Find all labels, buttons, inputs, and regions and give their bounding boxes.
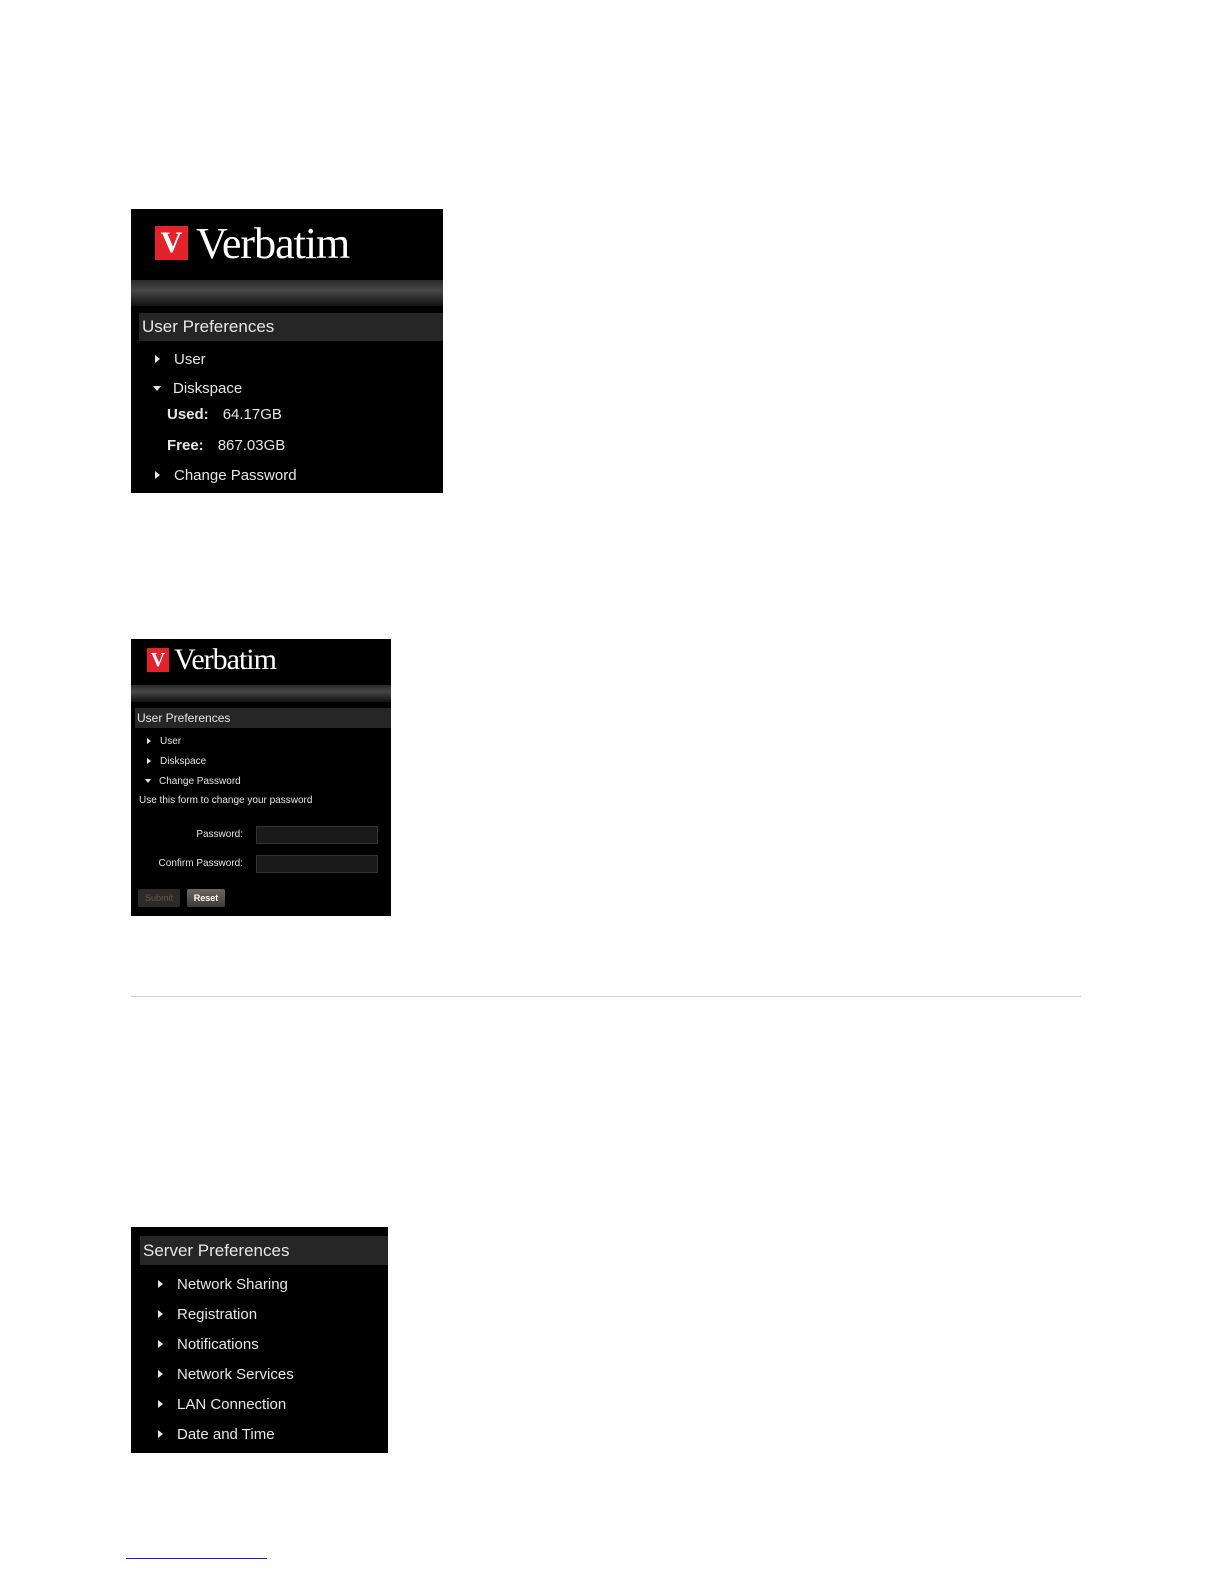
- menu-item-network-sharing[interactable]: [158, 1274, 288, 1294]
- header-logo: [131, 639, 391, 681]
- confirm-password-label: Confirm Password:: [158, 857, 243, 869]
- menu-item-network-services[interactable]: [158, 1364, 294, 1384]
- menu-item-change-password[interactable]: [155, 465, 297, 485]
- arrow-right-icon: [158, 1430, 163, 1438]
- menu-item-label: Network Sharing: [177, 1275, 288, 1293]
- used-row: [167, 404, 282, 424]
- free-value: 867.03GB: [217, 436, 286, 454]
- used-label: Used:: [167, 405, 209, 423]
- arrow-right-icon: [158, 1370, 163, 1378]
- menu-item-label: Registration: [177, 1305, 258, 1323]
- used-value: 64.17GB: [222, 405, 282, 423]
- menu-item-user[interactable]: [147, 734, 181, 748]
- menu-item-label: User: [174, 350, 206, 368]
- arrow-down-icon: [145, 779, 151, 783]
- section-title: User Preferences: [137, 711, 231, 725]
- submit-button[interactable]: Submit: [138, 889, 180, 907]
- arrow-right-icon: [147, 738, 151, 744]
- menu-item-date-and-time[interactable]: [158, 1424, 275, 1444]
- menu-item-label: Notifications: [177, 1335, 259, 1353]
- menu-item-registration[interactable]: [158, 1304, 257, 1324]
- user-preferences-diskspace-panel: [131, 209, 443, 493]
- user-preferences-header: [135, 708, 391, 728]
- arrow-right-icon: [158, 1340, 163, 1348]
- confirm-password-input[interactable]: [256, 855, 378, 873]
- free-row: [167, 435, 285, 455]
- menu-item-label: Diskspace: [173, 379, 243, 397]
- menu-item-label: User: [160, 735, 182, 747]
- server-preferences-header: [140, 1236, 388, 1265]
- header-bar: [131, 280, 443, 306]
- menu-item-notifications[interactable]: [158, 1334, 259, 1354]
- arrow-right-icon: [155, 355, 160, 363]
- arrow-right-icon: [158, 1310, 163, 1318]
- verbatim-logo-text: Verbatim: [174, 643, 276, 676]
- menu-item-label: LAN Connection: [177, 1395, 287, 1413]
- menu-item-label: Change Password: [159, 775, 241, 787]
- header-logo: [131, 209, 443, 277]
- user-preferences-change-password-panel: [131, 639, 391, 916]
- header-bar: [131, 685, 391, 702]
- menu-item-lan-connection[interactable]: [158, 1394, 286, 1414]
- reset-button[interactable]: Reset: [187, 889, 225, 907]
- menu-item-label: Date and Time: [177, 1425, 275, 1443]
- user-preferences-header: [139, 313, 443, 341]
- change-password-instructions: Use this form to change your password: [139, 794, 313, 806]
- arrow-right-icon: [158, 1280, 163, 1288]
- section-divider: [131, 996, 1081, 997]
- verbatim-logo-mark: V: [155, 226, 188, 260]
- arrow-down-icon: [153, 386, 161, 391]
- arrow-right-icon: [155, 471, 160, 479]
- section-title: Server Preferences: [143, 1240, 290, 1260]
- password-label: Password:: [196, 828, 243, 840]
- verbatim-logo-mark: V: [147, 648, 169, 672]
- menu-item-label: Diskspace: [160, 755, 207, 767]
- menu-item-diskspace[interactable]: [153, 378, 242, 398]
- free-label: Free:: [167, 436, 204, 454]
- arrow-right-icon: [158, 1400, 163, 1408]
- verbatim-logo-text: Verbatim: [196, 218, 350, 268]
- footer-link-underline: [126, 1558, 267, 1559]
- menu-item-diskspace[interactable]: [147, 754, 206, 768]
- password-input[interactable]: [256, 826, 378, 844]
- server-preferences-panel: [131, 1227, 388, 1453]
- section-title: User Preferences: [142, 317, 275, 336]
- menu-item-change-password[interactable]: [145, 774, 241, 788]
- menu-item-user[interactable]: [155, 349, 206, 369]
- arrow-right-icon: [147, 758, 151, 764]
- menu-item-label: Change Password: [174, 466, 297, 484]
- menu-item-label: Network Services: [177, 1365, 294, 1383]
